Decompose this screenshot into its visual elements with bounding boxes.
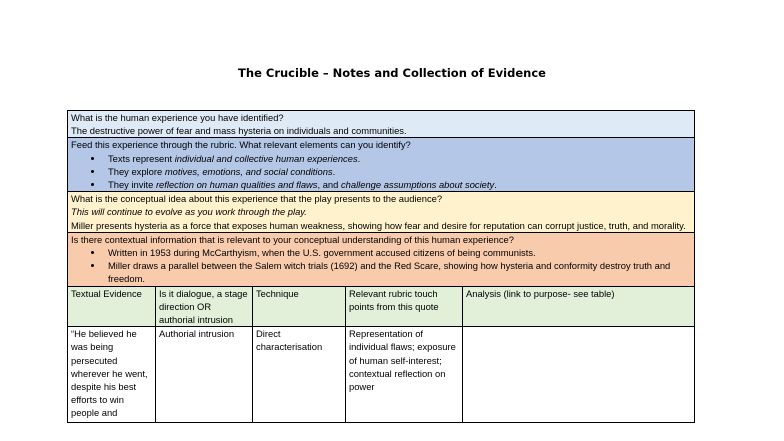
rubric-item: • They explore motives, emotions, and social conditions. [104,165,691,178]
header-type: Is it dialogue, a stage direction OR authorial intrusion [156,286,253,327]
human-experience-row [68,111,695,138]
type-cell[interactable]: Authorial intrusion [156,327,253,423]
header-analysis: Analysis (link to purpose- see table) [463,286,695,327]
header-rubric-points: Relevant rubric touch points from this quote [346,286,463,327]
header-textual-evidence: Textual Evidence [68,286,156,327]
technique-cell[interactable]: Direct characterisation [253,327,346,423]
context-item: • Written in 1953 during McCarthyism, when the U.S. government accused citizens of being communists. [104,246,691,259]
page-title: The Crucible – Notes and Collection of Evidence [238,66,546,80]
rubric-item: • They invite reflection on human qualities and flaws, and challenge assumptions about society. [104,178,691,191]
header-technique: Technique [253,286,346,327]
rubric-question: Feed this experience through the rubric. What relevant elements can you identify? [71,139,411,151]
human-experience-cell [68,111,695,138]
context-question: Is there contextual information that is relevant to your conceptual understanding of this human experience? [71,233,514,245]
context-list [71,246,691,286]
rubric-cell [68,138,695,192]
conceptual-question: What is the conceptual idea about this experience that the play presents to the audience? [71,193,443,205]
context-cell [68,232,695,286]
context-row [68,232,695,286]
rubric-item: • Texts represent individual and collective human experiences. [104,152,691,165]
conceptual-answer: Miller presents hysteria as a force that exposes human weakness, showing how fear and desire for reputation can corrupt justice, truth, and morality. [71,219,686,231]
evidence-header-row [68,286,695,327]
conceptual-note: This will continue to evolve as you work through the play. [71,206,307,218]
rubric-list [71,152,691,192]
notes-table [67,110,695,423]
conceptual-row [68,192,695,233]
conceptual-cell [68,192,695,233]
table-row [68,327,695,423]
rubric-cell[interactable]: Representation of individual flaws; exposure of human self-interest; contextual reflection on power [346,327,463,423]
context-item: • Miller draws a parallel between the Salem witch trials (1692) and the Red Scare, showing how hysteria and conformity destroy truth and freedom. [104,259,691,285]
human-experience-question: What is the human experience you have identified? [71,112,284,123]
evidence-cell[interactable]: “He believed he was being persecuted wherever he went, despite his best efforts to win people and [68,327,156,423]
human-experience-answer: The destructive power of fear and mass hysteria on individuals and communities. [71,125,407,137]
analysis-cell[interactable] [463,327,695,423]
rubric-row [68,138,695,192]
